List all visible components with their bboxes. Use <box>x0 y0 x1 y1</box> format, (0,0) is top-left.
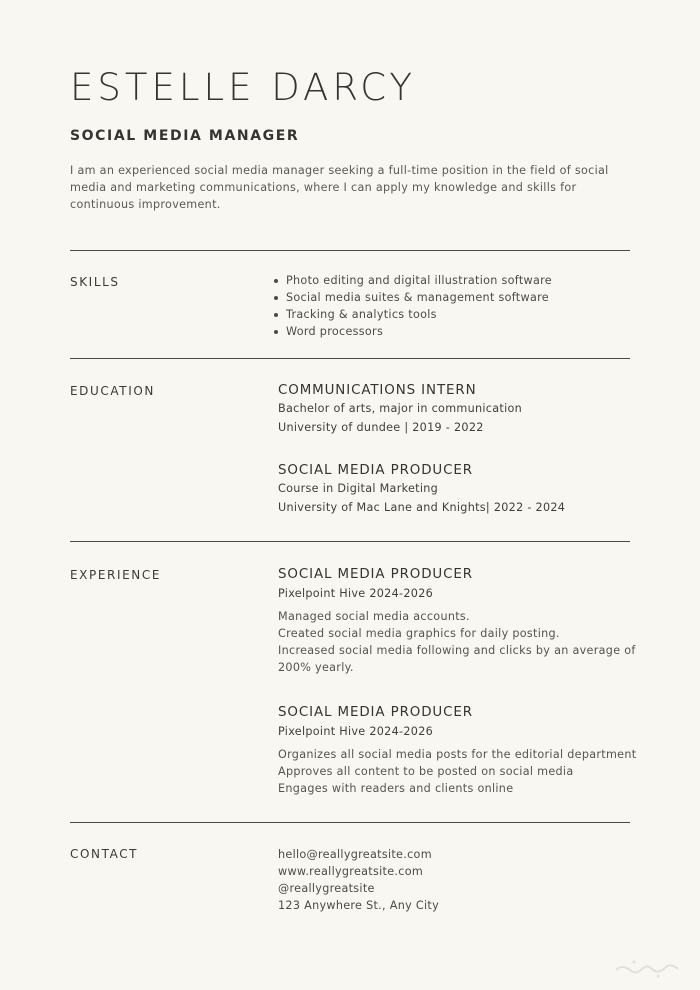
education-entry <box>278 383 638 434</box>
contact-heading: CONTACT <box>70 847 139 861</box>
profile-summary: I am an experienced social media manager seeking a full-time position in the field of social media and marketing communications, where I can apply my knowledge and skills for continuous improvement. <box>70 164 609 211</box>
contact-website[interactable]: www.reallygreatsite.com <box>278 865 424 878</box>
contact-email[interactable]: hello@reallygreatsite.com <box>278 848 432 861</box>
experience-entry <box>278 567 638 676</box>
divider <box>70 250 630 251</box>
entry-description <box>278 746 638 797</box>
entry-description <box>278 608 638 676</box>
divider <box>70 541 630 542</box>
entry-degree: Course in Digital Marketing <box>278 482 439 495</box>
entry-school: University of Mac Lane and Knights| 2022 - 2024 <box>278 501 566 514</box>
skill-item: Word processors <box>272 323 552 340</box>
watermark-logo <box>612 956 682 980</box>
entry-title: COMMUNICATIONS INTERN <box>278 383 477 398</box>
contact-details <box>278 846 638 914</box>
experience-heading: EXPERIENCE <box>70 568 162 582</box>
description-line: Created social media graphics for daily posting. <box>278 627 560 640</box>
job-title: SOCIAL MEDIA MANAGER <box>70 128 300 144</box>
entry-title: SOCIAL MEDIA PRODUCER <box>278 463 473 478</box>
skills-list <box>272 272 552 340</box>
entry-company: Pixelpoint Hive 2024-2026 <box>278 725 434 738</box>
divider <box>70 358 630 359</box>
description-line: Organizes all social media posts for the editorial department <box>278 748 637 761</box>
skill-item: Tracking & analytics tools <box>272 306 552 323</box>
education-entry <box>278 463 638 514</box>
description-line: Approves all content to be posted on social media <box>278 765 574 778</box>
skills-heading: SKILLS <box>70 275 120 289</box>
education-heading: EDUCATION <box>70 384 155 398</box>
entry-company: Pixelpoint Hive 2024-2026 <box>278 587 434 600</box>
entry-school: University of dundee | 2019 - 2022 <box>278 421 484 434</box>
experience-entry <box>278 705 638 797</box>
contact-handle[interactable]: @reallygreatsite <box>278 882 375 895</box>
entry-title: SOCIAL MEDIA PRODUCER <box>278 567 473 582</box>
contact-address: 123 Anywhere St., Any City <box>278 899 439 912</box>
entry-title: SOCIAL MEDIA PRODUCER <box>278 705 473 720</box>
candidate-name: ESTELLE DARCY <box>70 66 417 109</box>
description-line: Engages with readers and clients online <box>278 782 514 795</box>
divider <box>70 822 630 823</box>
skill-item: Social media suites & management software <box>272 289 552 306</box>
description-line: Increased social media following and clicks by an average of <box>278 644 636 657</box>
skill-item: Photo editing and digital illustration software <box>272 272 552 289</box>
description-line: Managed social media accounts. <box>278 610 470 623</box>
entry-degree: Bachelor of arts, major in communication <box>278 402 523 415</box>
description-line: 200% yearly. <box>278 661 354 674</box>
